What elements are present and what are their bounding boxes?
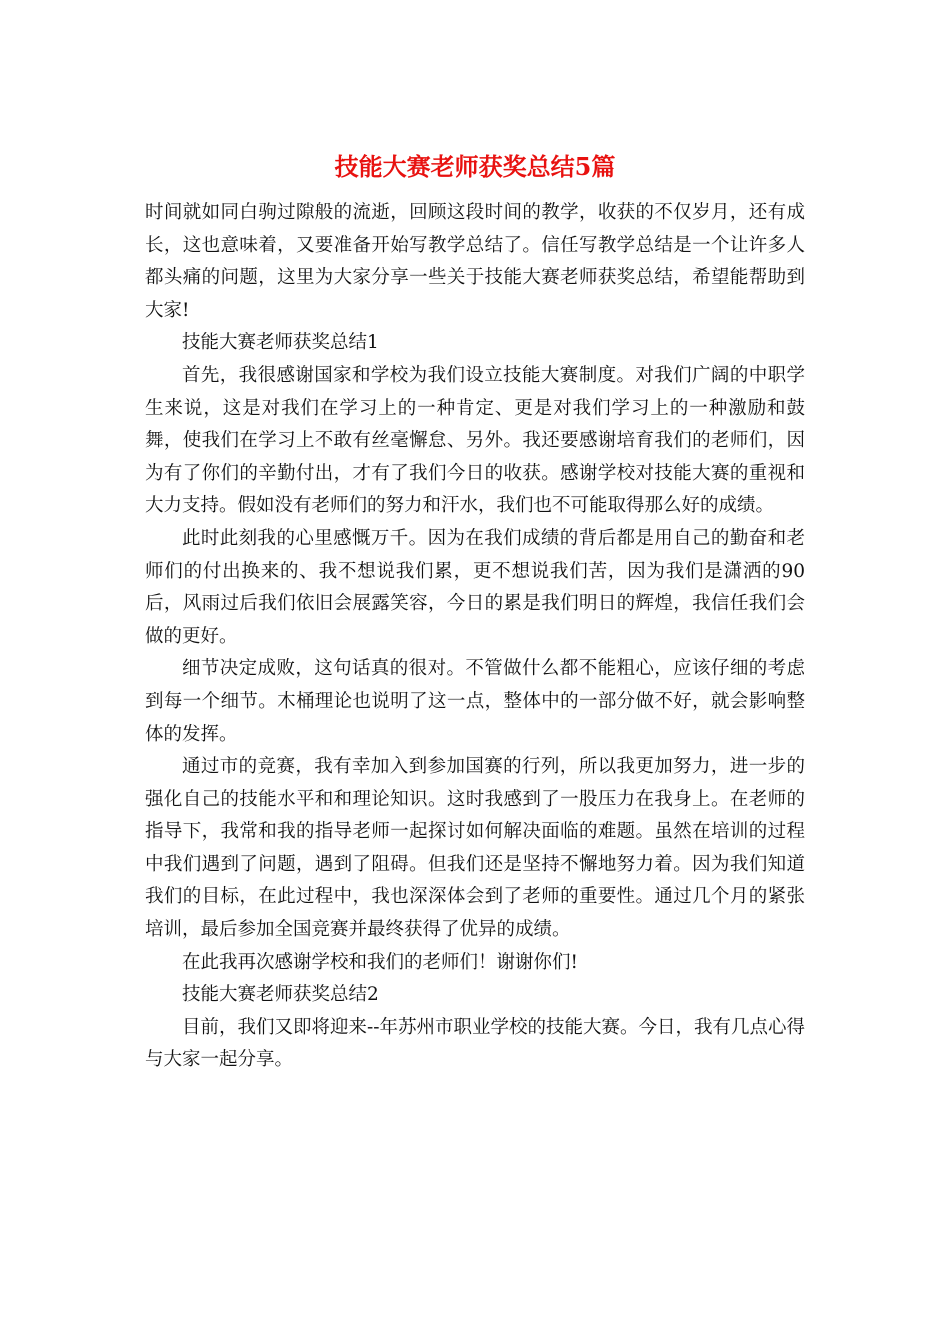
intro-paragraph: 时间就如同白驹过隙般的流逝，回顾这段时间的教学，收获的不仅岁月，还有成长，这也意味着，又要准备开始写教学总结了。信任写教学总结是一个让许多人都头痛的问题，这里为大家分享一些关于技能大赛老师获奖总结，希望能帮助到大家! bbox=[145, 202, 805, 321]
body-paragraph: 在此我再次感谢学校和我们的老师们！谢谢你们! bbox=[182, 951, 578, 973]
section-heading-2: 技能大赛老师获奖总结2 bbox=[182, 984, 379, 1006]
body-paragraph: 目前，我们又即将迎来--年苏州市职业学校的技能大赛。今日，我有几点心得与大家一起分享。 bbox=[145, 1016, 806, 1071]
body-paragraph: 首先，我很感谢国家和学校为我们设立技能大赛制度。对我们广阔的中职学生来说，这是对我们在学习上的一种肯定、更是对我们学习上的一种激励和鼓舞，使我们在学习上不敢有丝毫懈怠、另外。我还要感谢培育我们的老师们，因为有了你们的辛勤付出，才有了我们今日的收获。感谢学校对技能大赛的重视和大力支持。假如没有老师们的努力和汗水，我们也不可能取得那么好的成绩。 bbox=[145, 364, 805, 517]
document-title: 技能大赛老师获奖总结5篇 bbox=[334, 152, 616, 181]
body-paragraph: 细节决定成败，这句话真的很对。不管做什么都不能粗心，应该仔细的考虑到每一个细节。木桶理论也说明了这一点，整体中的一部分做不好，就会影响整体的发挥。 bbox=[145, 658, 805, 745]
document-body bbox=[145, 197, 805, 1077]
body-paragraph: 通过市的竞赛，我有幸加入到参加国赛的行列，所以我更加努力，进一步的强化自己的技能水平和和理论知识。这时我感到了一股压力在我身上。在老师的指导下，我常和我的指导老师一起探讨如何解决面临的难题。虽然在培训的过程中我们遇到了问题，遇到了阻碍。但我们还是坚持不懈地努力着。因为我们知道我们的目标，在此过程中，我也深深体会到了老师的重要性。通过几个月的紧张培训，最后参加全国竞赛并最终获得了优异的成绩。 bbox=[145, 756, 805, 941]
section-heading-1: 技能大赛老师获奖总结1 bbox=[182, 332, 379, 354]
body-paragraph: 此时此刻我的心里感慨万千。因为在我们成绩的背后都是用自己的勤奋和老师们的付出换来的、我不想说我们累，更不想说我们苦，因为我们是潇洒的90后，风雨过后我们依旧会展露笑容，今日的累是我们明日的辉煌，我信任我们会做的更好。 bbox=[145, 527, 805, 647]
